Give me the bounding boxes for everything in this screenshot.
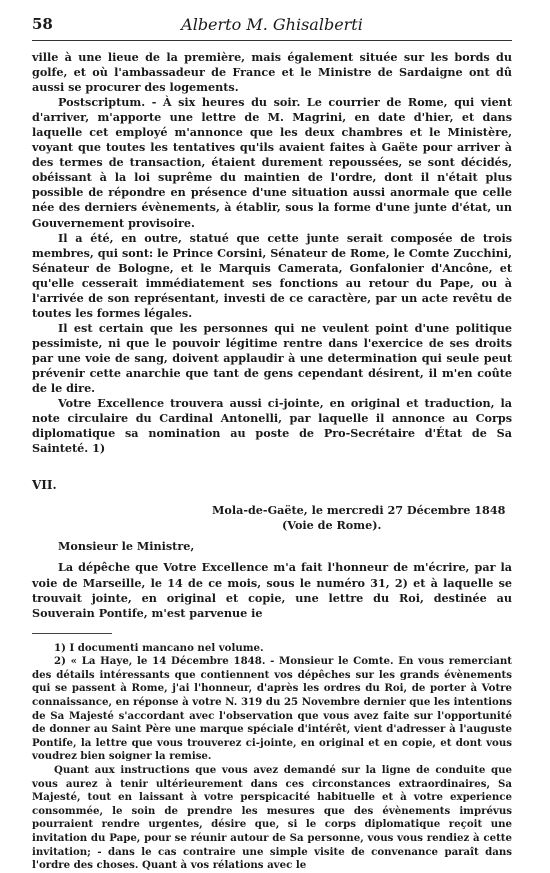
paragraph-postscriptum: Postscriptum. - À six heures du soir. Le courrier de Rome, qui vient d'arriver, m'apporte une lettre de M. Magrini, en date d'hier, et dans laquelle cet employé m'annonce que les deux chambres et le Ministère, voyant que toutes les tentatives qu'ils avaient faites à Gaëte pour arriver à des termes de transaction, étaient durement repoussées, se sont décidés, obéissant à la loi suprême du maintien de l'ordre, dont il n'était plus possible de répondre en présence d'une situation aussi anormale que celle née des derniers évènements, à établir, sous la forme d'une junte d'état, un Gouvernement provisoire. (32, 95, 512, 230)
page-body (32, 50, 512, 873)
footnote-2-continued: Quant aux instructions que vous avez demandé sur la ligne de conduite que vous aurez à tenir ultérieurement dans ces circonstances extraordinaires, Sa Majesté, tout en laissant à votre perspicacité habituelle et à votre experience consommée, le soin de prendre les mesures que des évènements imprévus pourraient rendre urgentes, désire que, si le corps diplomatique reçoit une invitation du Pape, pour se réunir autour de Sa personne, vous vous rendiez à cette invitation; - dans le cas contraire une simple visite de convenance paraît dans l'ordre des choses. Quant à vos rélations avec le (32, 763, 512, 872)
salutation: Monsieur le Ministre, (58, 539, 195, 554)
page-header (32, 15, 512, 37)
footnote-1: 1) I documenti mancano nel volume. (54, 641, 264, 654)
running-title: Alberto M. Ghisalberti (181, 15, 363, 34)
paragraph-note-circulaire: Votre Excellence trouvera aussi ci-jointe, en original et traduction, la note circulaire du Cardinal Antonelli, par laquelle il annonce au Corps diplomatique sa nomination au poste de Pro-Secrétaire d'État de Sa Sainteté. 1) (32, 396, 512, 456)
footnote-2: 2) « La Haye, le 14 Décembre 1848. - Monsieur le Comte. En vous remerciant des détails intéressants que contiennent vos dépêches sur les grands évènements qui se passent à Rome, j'ai l'honneur, d'après les ordres du Roi, de porter à Votre connaissance, en réponse à votre N. 319 du 25 Novembre dernier que les intentions de Sa Majesté s'accordant avec l'observation que vous avez faite sur l'opportunité de donner au Saint Père une marque spéciale d'intérêt, vient d'adresser à l'auguste Pontife, la lettre que vous trouverez ci-jointe, en original et en copie, et dont vous voudrez bien soigner la remise. (32, 655, 512, 763)
paragraph-politique: Il est certain que les personnes qui ne veulent point d'une politique pessimiste, ni que le pouvoir légitime rentre dans l'exercice de ses droits par une voie de sang, doivent applaudir à une determination qui seule peut prévenir cette anarchie que tant de gens cependant désirent, il m'en coûte de le dire. (32, 320, 512, 396)
dateline: Mola-de-Gaëte, le mercredi 27 Décembre 1848 (212, 503, 506, 518)
letter-opening: La dépêche que Votre Excellence m'a fait l'honneur de m'écrire, par la voie de Marseille, le 14 de ce mois, sous le numéro 31, 2) et à laquelle se trouvait jointe, en original et copie, une lettre du Roi, destinée au Souverain Pontife, m'est parvenue ie (32, 560, 512, 620)
dateline-sub: (Voie de Rome). (282, 518, 382, 533)
section-heading: VII. (32, 478, 57, 493)
page-number: 58 (32, 15, 53, 33)
footnotes (32, 642, 512, 873)
paragraph-continuation: ville à une lieue de la première, mais également située sur les bords du golfe, et où l'ambassadeur de France et le Ministre de Sardaigne ont dû aussi se procurer des logements. (32, 50, 512, 95)
paragraph-junte: Il a été, en outre, statué que cette junte serait composée de trois membres, qui sont: le Prince Corsini, Sénateur de Rome, le Comte Zucchini, Sénateur de Bologne, et le Marquis Camerata, Gonfalonier d'Ancône, et qu'elle cesserait immédiatement ses fonctions au retour du Pape, ou à l'arrivée de son représentant, investi de ce caractère, par un acte revêtu de toutes les formes légales. (32, 230, 512, 320)
header-rule (32, 40, 512, 41)
footnote-rule (32, 633, 112, 634)
